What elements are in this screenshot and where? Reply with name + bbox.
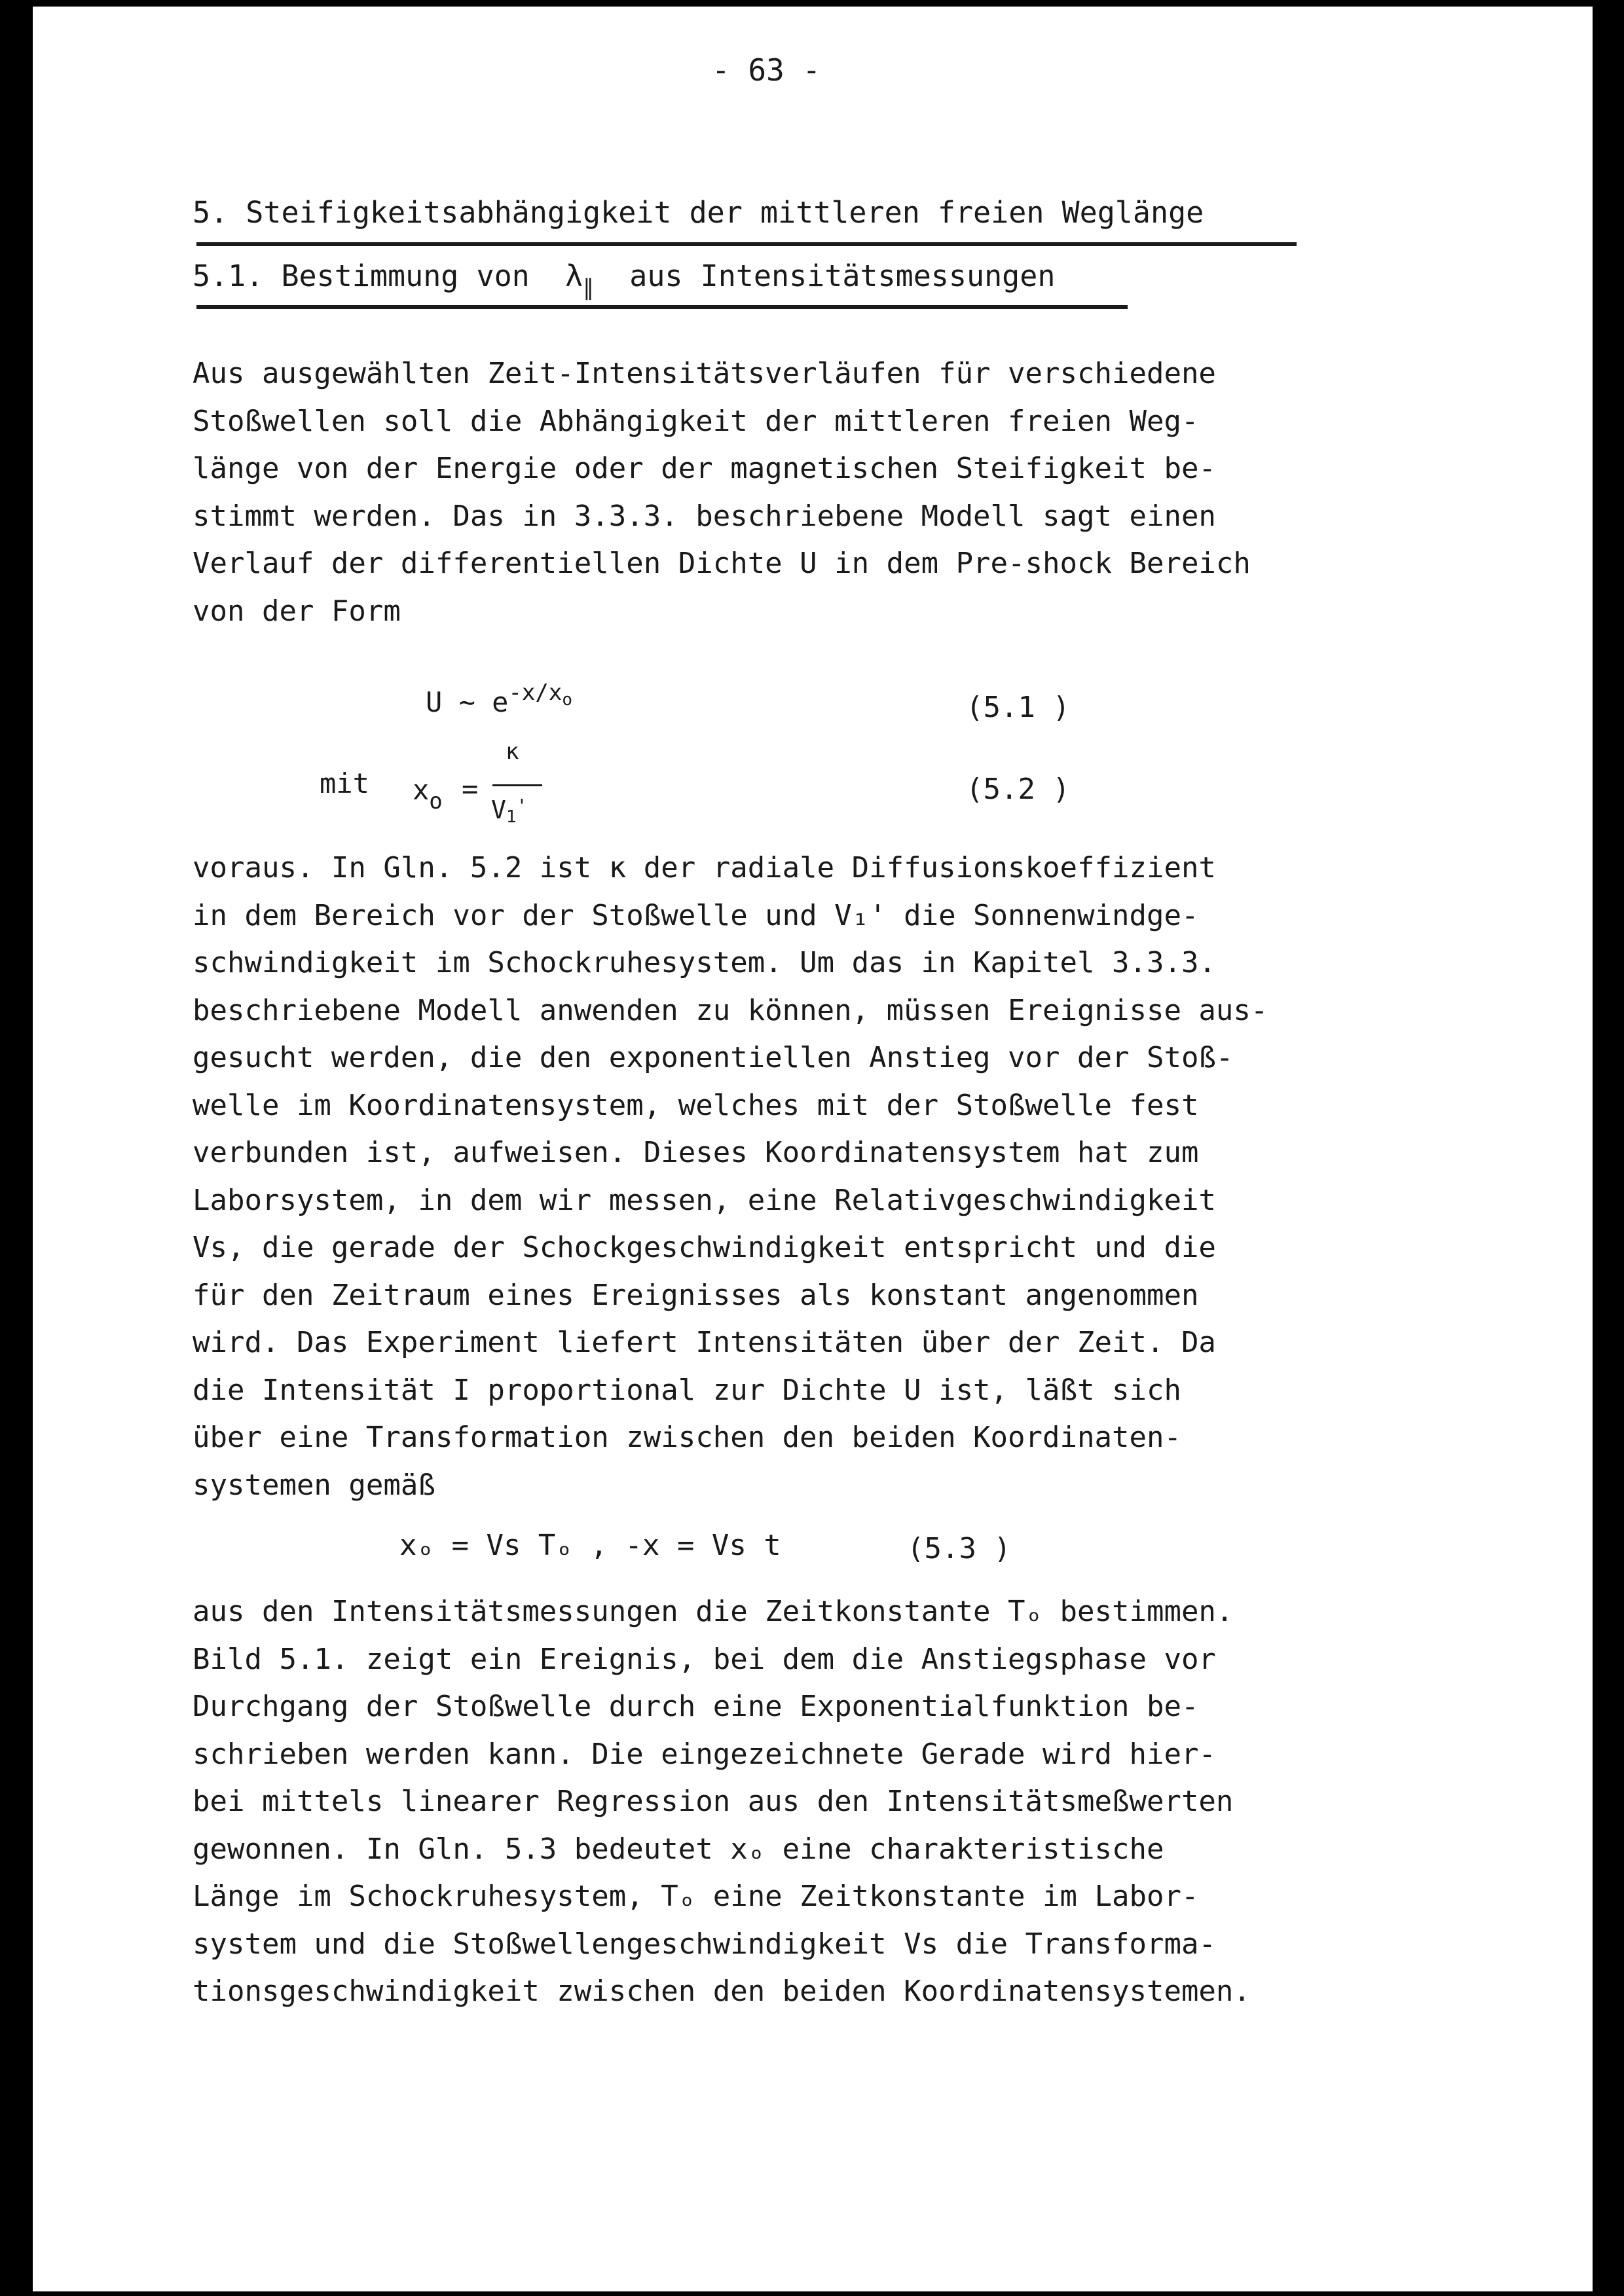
text-line: Bild 5.1. zeigt ein Ereignis, bei dem die Anstiegsphase vor [193,1642,1216,1676]
lambda-parallel-subscript: ∥ [583,275,595,301]
text-line: bei mittels linearer Regression aus den Intensitätsmeßwerten [193,1785,1234,1818]
text-line: wird. Das Experiment liefert Intensitäten über der Zeit. Da [193,1326,1216,1359]
subsection-heading [193,259,1056,301]
equation-number-5-1: (5.1 ) [966,691,1070,724]
text-line: von der Form [193,594,401,628]
subsection-heading-prefix: 5.1. Bestimmung von [193,259,530,293]
text-line: welle im Koordinatensystem, welches mit der Stoßwelle fest [193,1088,1199,1122]
fraction-bar [492,784,542,786]
text-line: beschriebene Modell anwenden zu können, müssen Ereignisse aus- [193,993,1268,1027]
text-line: Durchgang der Stoßwelle durch eine Exponentialfunktion be- [193,1690,1199,1723]
eq2-numerator: κ [506,738,519,765]
text-line: Stoßwellen soll die Abhängigkeit der mittleren freien Weg- [193,404,1199,438]
lambda-symbol: λ [564,259,583,293]
subsection-heading-suffix: aus Intensitätsmessungen [629,259,1056,293]
equation-number-5-3: (5.3 ) [907,1532,1011,1565]
text-line: über eine Transformation zwischen den beiden Koordinaten- [193,1421,1181,1454]
text-line: Vs, die gerade der Schockgeschwindigkeit entspricht und die [193,1231,1216,1264]
text-line: gesucht werden, die den exponentiellen Anstieg vor der Stoß- [193,1041,1234,1074]
equation-5-1 [426,680,572,718]
text-line: gewonnen. In Gln. 5.3 bedeutet xₒ eine charakteristische [193,1832,1164,1866]
text-line: stimmt werden. Das in 3.3.3. beschriebene Modell sagt einen [193,499,1216,533]
text-line: für den Zeitraum eines Ereignisses als konstant angenommen [193,1278,1199,1312]
page-number: - 63 - [712,52,821,88]
eq1-exponent: -x/xo [508,680,572,710]
text-line: Verlauf der differentiellen Dichte U in dem Pre-shock Bereich [193,547,1251,580]
text-line: system und die Stoßwellengeschwindigkeit Vs die Transforma- [193,1927,1216,1961]
eq1-exponent-subscript: o [562,690,572,710]
paragraph-1 [193,350,1251,635]
eq2-prefix: mit [320,767,369,799]
eq1-lhs: U ∼ e [426,686,509,718]
equation-number-5-2: (5.2 ) [966,773,1070,806]
section-heading-underline [196,242,1297,246]
equation-5-3: xₒ = Vs Tₒ , -x = Vs t [399,1529,781,1562]
paragraph-3 [193,1588,1251,2016]
text-line: Aus ausgewählten Zeit-Intensitätsverläufen für verschiedene [193,357,1216,390]
text-line: aus den Intensitätsmessungen die Zeitkonstante Tₒ bestimmen. [193,1595,1234,1628]
text-line: schrieben werden kann. Die eingezeichnete Gerade wird hier- [193,1737,1216,1771]
text-line: schwindigkeit im Schockruhesystem. Um das in Kapitel 3.3.3. [193,946,1216,979]
eq2-variable: $x_o$ [413,774,443,814]
text-line: Laborsystem, in dem wir messen, eine Relativgeschwindigkeit [193,1183,1216,1217]
eq2-variable-subscript: o [429,788,443,814]
paragraph-2 [193,845,1268,1509]
eq2-denominator: V1' [491,795,528,827]
document-page [33,7,1593,2291]
text-line: die Intensität I proportional zur Dichte U ist, läßt sich [193,1373,1181,1407]
eq2-denominator-subscript: 1 [506,807,517,827]
eq2-denominator-prime: ' [516,795,528,816]
text-line: länge von der Energie oder der magnetischen Steifigkeit be- [193,452,1216,485]
text-line: systemen gemäß [193,1468,435,1502]
text-line: verbunden ist, aufweisen. Dieses Koordinatensystem hat zum [193,1136,1199,1169]
eq2-equals: = [462,773,479,805]
subsection-heading-underline [196,305,1128,309]
text-line: voraus. In Gln. 5.2 ist κ der radiale Diffusionskoeffizient [193,851,1216,884]
text-line: tionsgeschwindigkeit zwischen den beiden Koordinatensystemen. [193,1975,1251,2008]
text-line: Länge im Schockruhesystem, Tₒ eine Zeitkonstante im Labor- [193,1880,1199,1913]
section-heading: 5. Steifigkeitsabhängigkeit der mittleren freien Weglänge [193,195,1204,230]
text-line: in dem Bereich vor der Stoßwelle und V₁' die Sonnenwindge- [193,898,1199,932]
